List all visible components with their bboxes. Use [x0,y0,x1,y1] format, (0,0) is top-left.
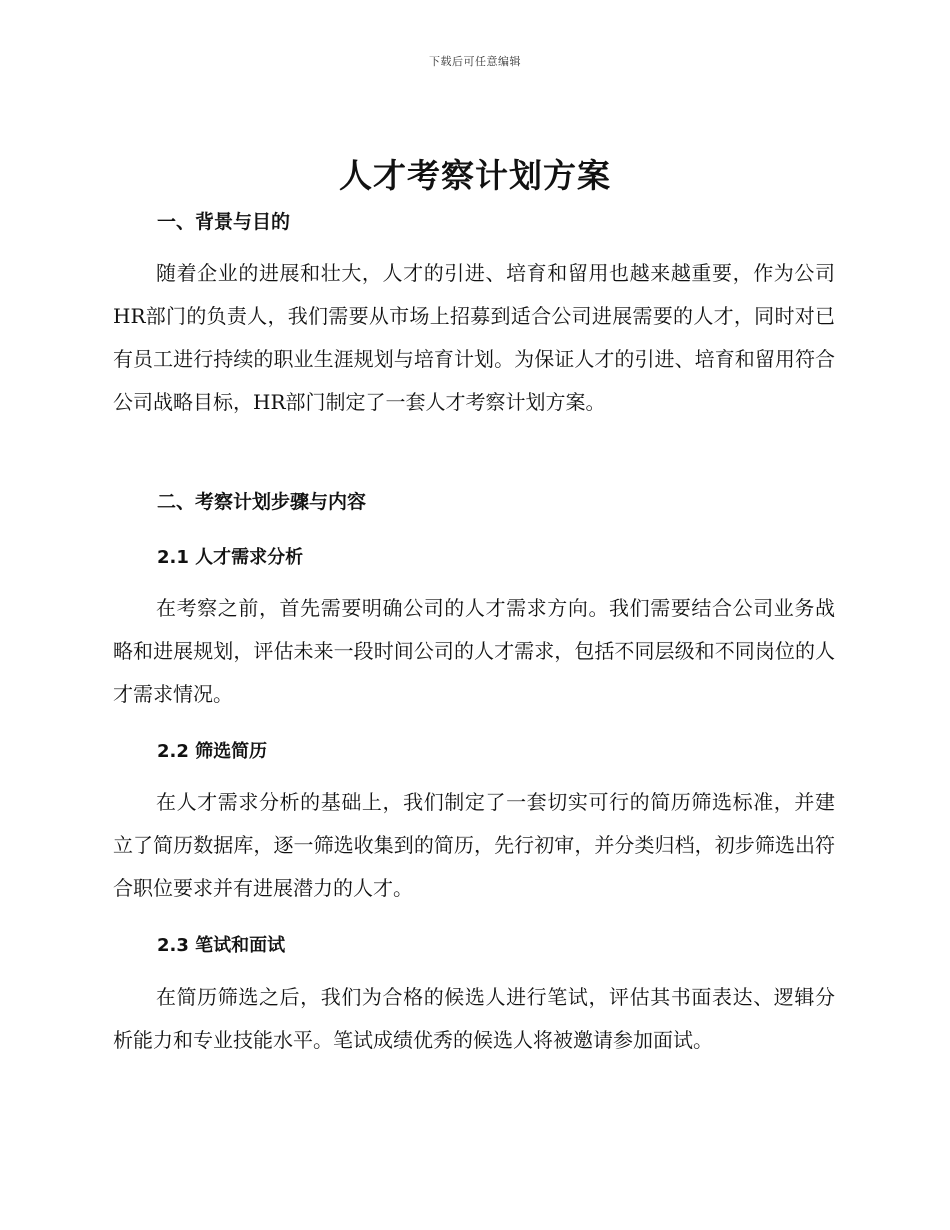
paragraph-exam-interview: 在简历筛选之后，我们为合格的候选人进行笔试，评估其书面表达、逻辑分析能力和专业技能水平。笔试成绩优秀的候选人将被邀请参加面试。 [113,985,835,1052]
section-heading-plan-steps: 二、考察计划步骤与内容 [157,491,367,513]
subsection-heading-exam-interview: 2.3 笔试和面试 [157,935,286,956]
subsection-heading-resume-screening: 2.2 筛选简历 [157,741,268,762]
subsection-heading-talent-demand: 2.1 人才需求分析 [157,547,304,568]
section-heading-background: 一、背景与目的 [157,211,291,233]
paragraph-resume-screening: 在人才需求分析的基础上，我们制定了一套切实可行的简历筛选标准，并建立了简历数据库，逐一筛选收集到的简历，先行初审，并分类归档，初步筛选出符合职位要求并有进展潜力的人才。 [113,790,835,900]
paragraph-talent-demand: 在考察之前，首先需要明确公司的人才需求方向。我们需要结合公司业务战略和进展规划，评估未来一段时间公司的人才需求，包括不同层级和不同岗位的人才需求情况。 [113,596,835,706]
document-title: 人才考察计划方案 [339,156,611,195]
paragraph-background: 随着企业的进展和壮大，人才的引进、培育和留用也越来越重要，作为公司HR部门的负责人，我们需要从市场上招募到适合公司进展需要的人才，同时对已有员工进行持续的职业生涯规划与培育计划。为保证人才的引进、培育和留用符合公司战略目标，HR部门制定了一套人才考察计划方案。 [113,261,835,414]
header-note: 下载后可任意编辑 [429,55,521,68]
